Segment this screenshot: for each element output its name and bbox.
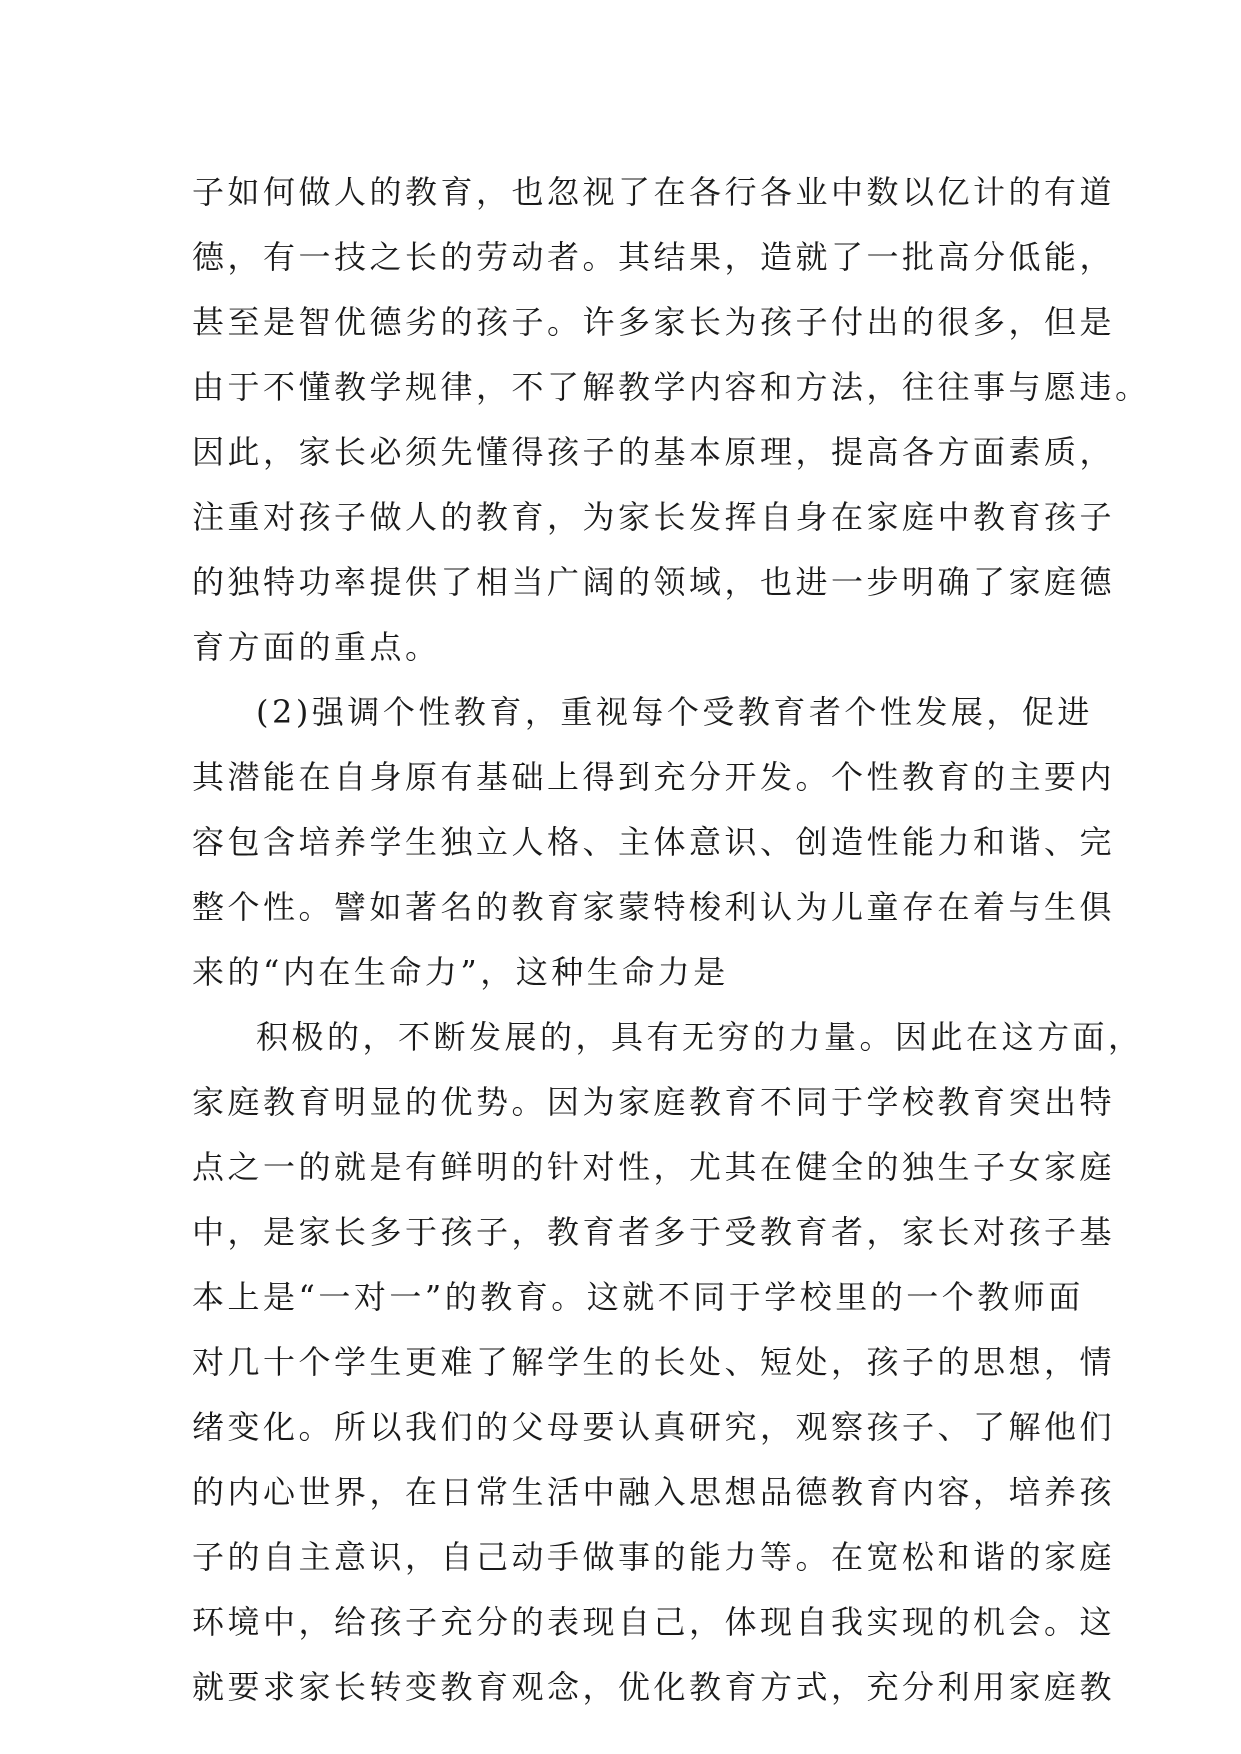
text-line: 子的自主意识，自己动手做事的能力等。在宽松和谐的家庭 — [192, 1538, 1116, 1576]
text-line: 环境中，给孩子充分的表现自己，体现自我实现的机会。这 — [192, 1603, 1116, 1641]
text-line: 绪变化。所以我们的父母要认真研究，观察孩子、了解他们 — [192, 1408, 1116, 1446]
text-line: 来的“内在生命力”，这种生命力是 — [192, 953, 729, 991]
text-line: 由于不懂教学规律，不了解教学内容和方法，往往事与愿违。 — [192, 368, 1151, 406]
text-line: 甚至是智优德劣的孩子。许多家长为孩子付出的很多，但是 — [192, 303, 1116, 341]
text-line: 育方面的重点。 — [192, 628, 441, 666]
text-line: 因此，家长必须先懂得孩子的基本原理，提高各方面素质， — [192, 433, 1116, 471]
text-line: (2)强调个性教育，重视每个受教育者个性发展，促进 — [256, 693, 1093, 731]
text-line: 注重对孩子做人的教育，为家长发挥自身在家庭中教育孩子 — [192, 498, 1116, 536]
text-line: 家庭教育明显的优势。因为家庭教育不同于学校教育突出特 — [192, 1083, 1116, 1121]
text-line: 积极的，不断发展的，具有无穷的力量。因此在这方面， — [256, 1018, 1144, 1056]
text-line: 本上是“一对一”的教育。这就不同于学校里的一个教师面 — [192, 1278, 1084, 1316]
text-line: 整个性。譬如著名的教育家蒙特梭利认为儿童存在着与生俱 — [192, 888, 1116, 926]
text-line: 的独特功率提供了相当广阔的领域，也进一步明确了家庭德 — [192, 563, 1116, 601]
text-line: 其潜能在自身原有基础上得到充分开发。个性教育的主要内 — [192, 758, 1116, 796]
text-line: 的内心世界，在日常生活中融入思想品德教育内容，培养孩 — [192, 1473, 1116, 1511]
text-line: 德，有一技之长的劳动者。其结果，造就了一批高分低能， — [192, 238, 1116, 276]
document-body — [192, 160, 1151, 1720]
text-line: 对几十个学生更难了解学生的长处、短处，孩子的思想，情 — [192, 1343, 1116, 1381]
text-line: 子如何做人的教育，也忽视了在各行各业中数以亿计的有道 — [192, 173, 1116, 211]
text-line: 就要求家长转变教育观念，优化教育方式，充分利用家庭教 — [192, 1668, 1116, 1706]
text-line: 点之一的就是有鲜明的针对性，尤其在健全的独生子女家庭 — [192, 1148, 1116, 1186]
text-line: 中，是家长多于孩子，教育者多于受教育者，家长对孩子基 — [192, 1213, 1116, 1251]
text-line: 容包含培养学生独立人格、主体意识、创造性能力和谐、完 — [192, 823, 1116, 861]
